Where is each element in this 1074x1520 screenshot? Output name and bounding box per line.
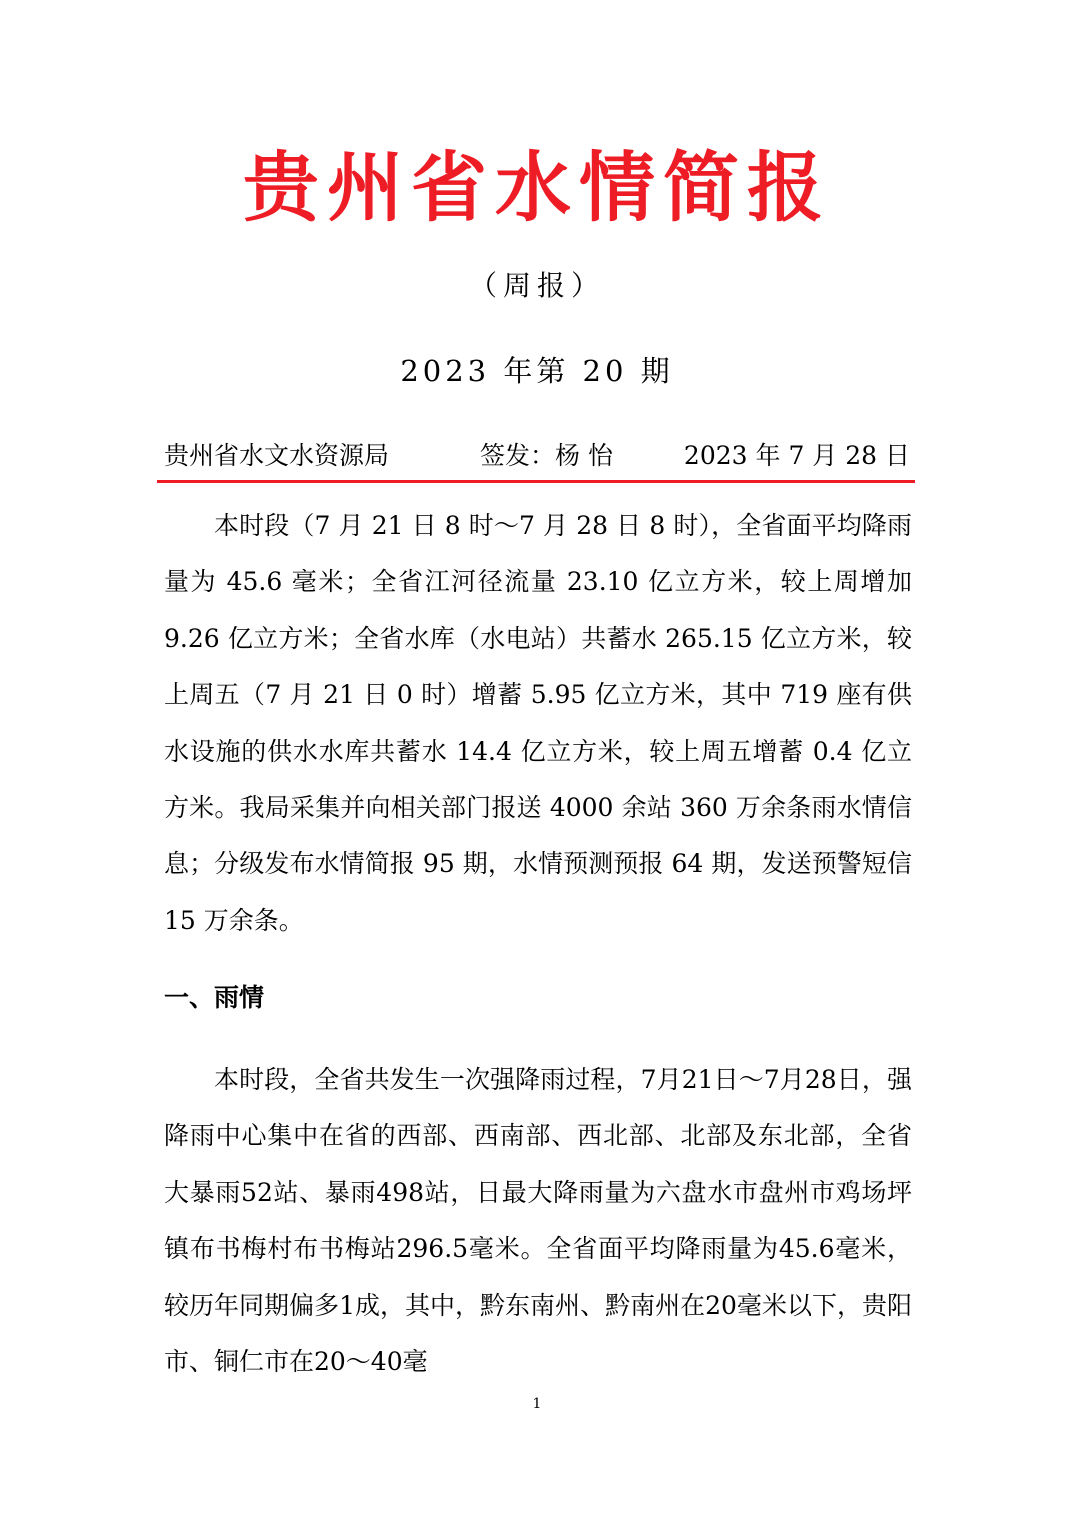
issue-number: 2023 年第 20 期 bbox=[400, 354, 674, 388]
red-divider-line bbox=[157, 480, 915, 483]
issuer-row bbox=[164, 437, 910, 475]
section-heading-rain: 一、雨情 bbox=[164, 983, 265, 1012]
summary-paragraph: 本时段（7 月 21 日 8 时～7 月 28 日 8 时），全省面平均降雨量为 45.6 毫米；全省江河径流量 23.10 亿立方米，较上周增加 9.26 亿立方米；全省水库（水电站）共蓄水 265.15 亿立方米，较上周五（7 月 21 日 0 时）增蓄 5.95 亿立方米，其中 719 座有供水设施的供水水库共蓄水 14.4 亿立方米，较上周五增蓄 0.4 亿立方米。我局采集并向相关部门报送 4000 余站 360 万余条雨水情信息；分级发布水情简报 95 期，水情预测预报 64 期，发送预警短信 15 万余条。 bbox=[164, 511, 912, 935]
issuing-bureau: 贵州省水文水资源局 bbox=[164, 441, 390, 470]
signer: 签发：杨 怡 bbox=[480, 441, 613, 470]
report-title: 贵州省水情简报 bbox=[243, 143, 831, 232]
rain-paragraph: 本时段，全省共发生一次强降雨过程，7月21日～7月28日，强降雨中心集中在省的西部、西南部、西北部、北部及东北部，全省大暴雨52站、暴雨498站，日最大降雨量为六盘水市盘州市鸡场坪镇布书梅村布书梅站296.5毫米。全省面平均降雨量为45.6毫米，较历年同期偏多1成，其中，黔东南州、黔南州在20毫米以下，贵阳市、铜仁市在20～40毫 bbox=[164, 1065, 912, 1377]
issue-date: 2023 年 7 月 28 日 bbox=[683, 441, 910, 470]
page-number: 1 bbox=[532, 1396, 542, 1412]
report-subtitle: （周报） bbox=[468, 269, 605, 302]
